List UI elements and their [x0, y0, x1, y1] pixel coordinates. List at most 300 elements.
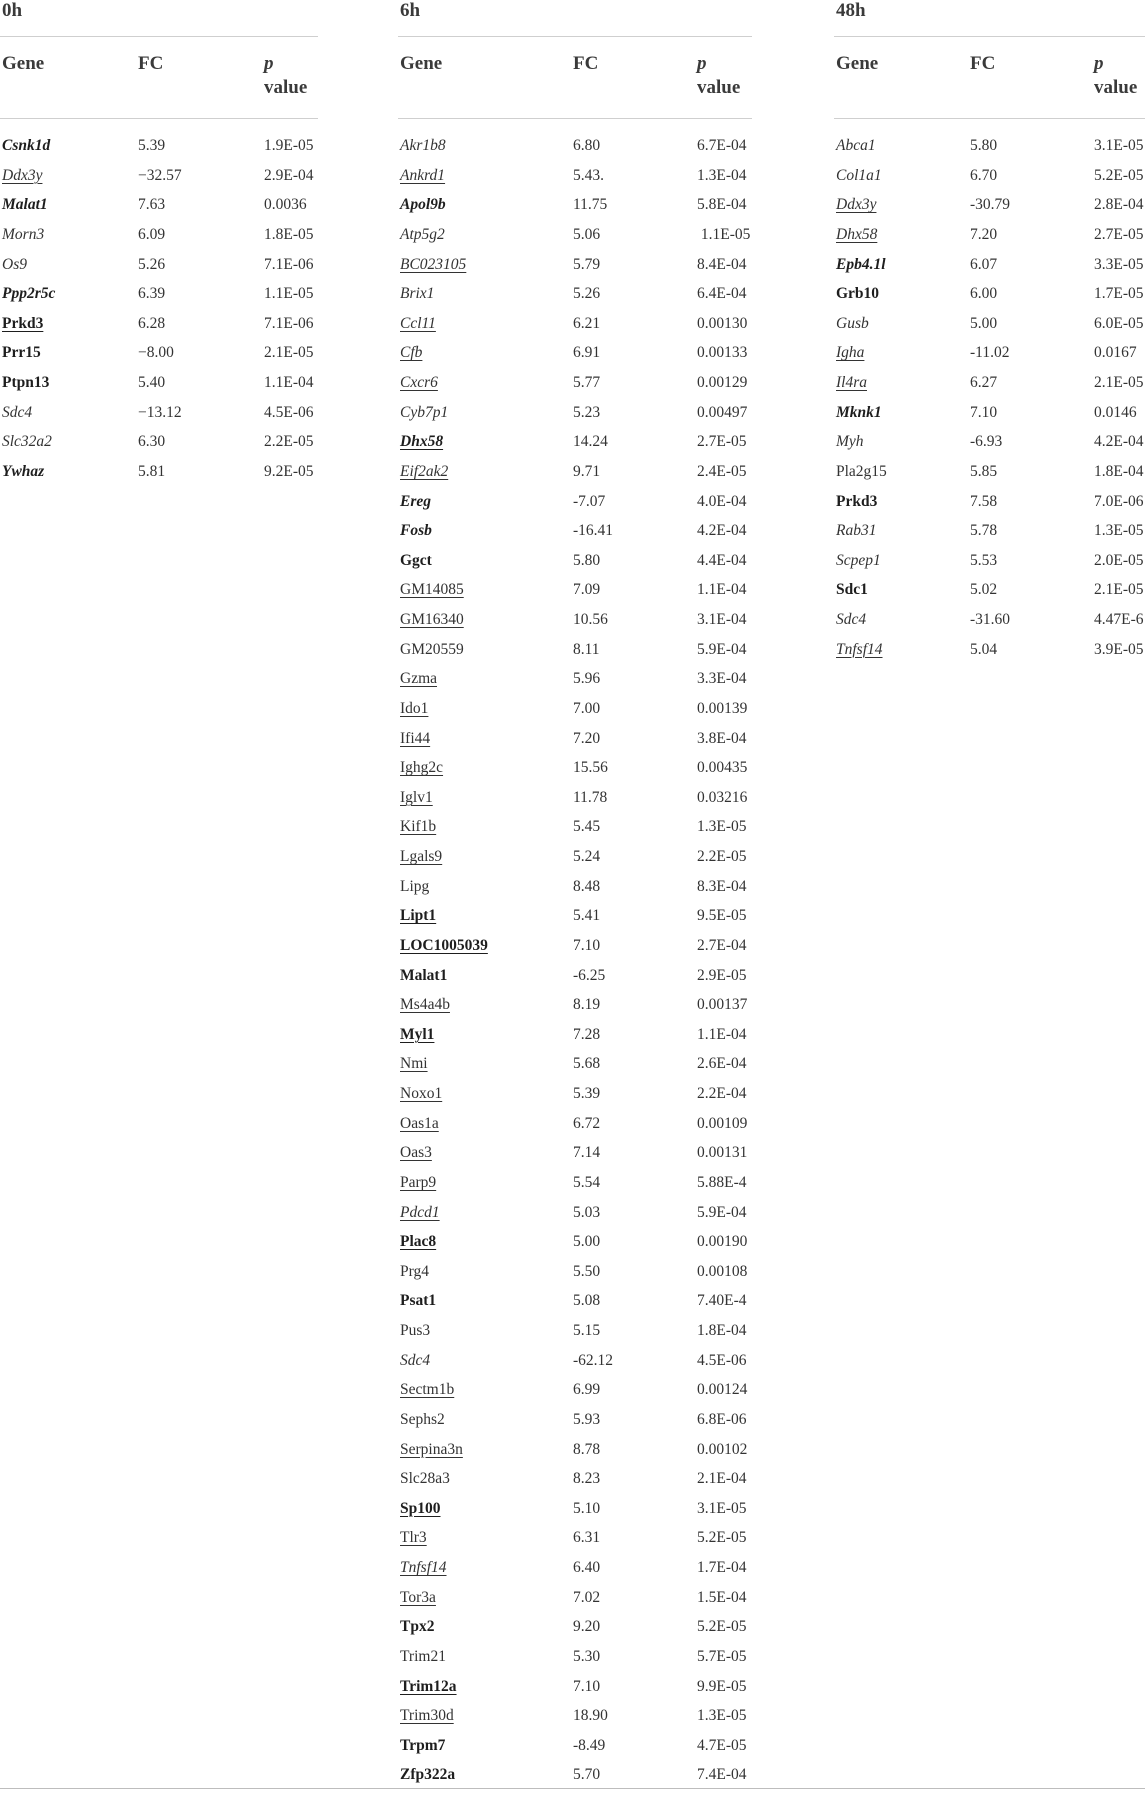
p-value-cell: 1.8E-04 [1094, 462, 1144, 480]
table-row [398, 786, 752, 816]
gene-cell: Abca1 [836, 137, 876, 154]
p-value-cell: 4.47E-6 [1094, 611, 1144, 628]
gene-cell: Myh [836, 433, 864, 451]
fc-cell: 5.23 [573, 403, 601, 421]
fc-cell: 5.50 [573, 1262, 601, 1280]
p-value-cell: 4.4E-04 [697, 551, 747, 569]
table-row [0, 164, 318, 194]
table-row [398, 1141, 752, 1171]
fc-cell: 5.00 [573, 1233, 601, 1251]
p-value-cell: 1.3E-05 [1094, 522, 1144, 540]
table-row [398, 1171, 752, 1201]
p-value-cell: 3.1E-05 [1094, 137, 1144, 154]
fc-cell: 7.10 [970, 403, 998, 421]
p-value-cell: 6.4E-04 [697, 285, 747, 303]
gene-cell: Pus3 [400, 1322, 431, 1339]
gene-cell: Noxo1 [400, 1085, 443, 1102]
table-row [398, 1615, 752, 1645]
fc-cell: 5.53 [970, 551, 998, 569]
gene-cell: Ptpn13 [2, 374, 50, 391]
gene-cell: Trim21 [400, 1647, 446, 1665]
p-value-cell: 6.8E-06 [697, 1410, 747, 1428]
table-row [398, 1023, 752, 1053]
p-value-cell: 7.1E-06 [264, 255, 314, 273]
fc-cell: −32.57 [138, 166, 182, 184]
fc-cell: 5.03 [573, 1203, 601, 1221]
col-header-value: value [1094, 77, 1138, 98]
fc-cell: 7.58 [970, 492, 998, 510]
header-bottom-rule [0, 118, 318, 119]
gene-cell: Ywhaz [2, 462, 45, 480]
gene-cell: Ankrd1 [400, 166, 446, 184]
fc-cell: 8.48 [573, 877, 601, 895]
fc-cell: −8.00 [138, 344, 174, 362]
table-row [0, 282, 318, 312]
gene-cell: Sectm1b [400, 1381, 455, 1399]
gene-cell: Trpm7 [400, 1736, 446, 1754]
table-row [398, 1052, 752, 1082]
fc-cell: 18.90 [573, 1707, 608, 1725]
gene-cell: Slc32a2 [2, 433, 52, 451]
p-value-cell: 9.9E-05 [697, 1677, 747, 1695]
fc-cell: 5.39 [138, 137, 166, 154]
p-value-cell: 0.00190 [697, 1233, 748, 1251]
header-top-rule [398, 36, 752, 37]
p-value-cell: 6.7E-04 [697, 137, 747, 154]
table-row [834, 312, 1145, 342]
p-value-cell: 1.1E-05 [264, 285, 314, 303]
p-value-cell: 1.7E-04 [697, 1559, 747, 1576]
table-row [834, 282, 1145, 312]
fc-cell: 5.39 [573, 1085, 601, 1102]
table-row [398, 1289, 752, 1319]
table-row [834, 401, 1145, 431]
fc-cell: 8.19 [573, 996, 601, 1014]
p-value-cell: 7.4E-04 [697, 1766, 747, 1784]
fc-cell: 5.24 [573, 848, 601, 865]
col-header-gene: Gene [400, 53, 443, 74]
table-row [398, 164, 752, 194]
gene-cell: Rab31 [836, 522, 877, 540]
gene-cell: Eif2ak2 [400, 462, 449, 480]
table-row [398, 845, 752, 875]
fc-cell: 5.02 [970, 581, 998, 599]
p-value-cell: 0.03216 [697, 788, 748, 806]
gene-cell: Scpep1 [836, 551, 881, 569]
p-value-cell: 2.2E-05 [697, 848, 747, 865]
table-row [398, 401, 752, 431]
fc-cell: 6.91 [573, 344, 601, 362]
fc-cell: 6.09 [138, 225, 166, 243]
gene-cell: Cxcr6 [400, 374, 438, 391]
fc-cell: 5.41 [573, 907, 601, 925]
gene-cell: Tlr3 [400, 1529, 427, 1547]
gene-cell: Apol9b [400, 196, 446, 214]
table-row [398, 815, 752, 845]
gene-cell: Tnfsf14 [836, 640, 883, 658]
gene-cell: Iglv1 [400, 788, 433, 806]
table-row [834, 490, 1145, 520]
gene-cell: Sdc4 [2, 403, 33, 421]
table-row [834, 164, 1145, 194]
col-header-value: value [264, 77, 308, 98]
p-value-cell: 2.7E-05 [1094, 225, 1144, 243]
gene-cell: Malat1 [400, 966, 448, 984]
p-value-cell: 5.8E-04 [697, 196, 747, 214]
fc-cell: 5.40 [138, 374, 166, 391]
col-header-fc: FC [970, 53, 996, 74]
p-value-cell: 1.8E-04 [697, 1322, 747, 1339]
p-value-cell: 1.7E-05 [1094, 285, 1144, 303]
fc-cell: 10.56 [573, 611, 608, 628]
gene-cell: Brix1 [400, 285, 435, 303]
table-row [834, 134, 1145, 164]
fc-cell: 8.23 [573, 1470, 601, 1488]
rows-0h [0, 134, 318, 490]
table-row [398, 904, 752, 934]
fc-cell: 11.75 [573, 196, 608, 214]
p-value-cell: 1.1E-05 [697, 225, 751, 243]
p-value-cell: 1.9E-05 [264, 137, 314, 154]
fc-cell: 5.26 [573, 285, 601, 303]
gene-cell: Pdcd1 [400, 1203, 440, 1221]
fc-cell: 7.20 [573, 729, 601, 747]
table-row [0, 341, 318, 371]
table-row [398, 1586, 752, 1616]
fc-cell: 6.21 [573, 314, 601, 332]
table-row [398, 134, 752, 164]
p-value-cell: 3.3E-04 [697, 670, 747, 688]
p-value-cell: 0.00124 [697, 1381, 748, 1399]
p-value-cell: 7.1E-06 [264, 314, 314, 332]
p-value-cell: 2.9E-05 [697, 966, 747, 984]
gene-cell: Epb4.1l [836, 255, 886, 273]
p-value-cell: 0.00108 [697, 1262, 748, 1280]
gene-cell: Nmi [400, 1055, 428, 1073]
gene-cell: Atp5g2 [400, 225, 445, 243]
p-value-cell: 9.2E-05 [264, 462, 314, 480]
table-row [834, 341, 1145, 371]
gene-cell: Il4ra [836, 374, 867, 391]
table-row [398, 1230, 752, 1260]
gene-cell: Tpx2 [400, 1618, 435, 1636]
table-row [398, 638, 752, 668]
col-header-gene: Gene [836, 53, 879, 74]
table-row [834, 549, 1145, 579]
p-value-cell: 4.2E-04 [1094, 433, 1144, 451]
p-value-cell: 5.9E-04 [697, 1203, 747, 1221]
gene-cell: Sdc4 [400, 1351, 431, 1369]
gene-cell: Trim12a [400, 1677, 457, 1695]
gene-cell: Kif1b [400, 818, 437, 836]
p-value-cell: 7.40E-4 [697, 1292, 747, 1310]
table-row [834, 519, 1145, 549]
table-row [398, 1112, 752, 1142]
gene-cell: Sdc4 [836, 611, 867, 628]
table-row [398, 1645, 752, 1675]
fc-cell: 14.24 [573, 433, 608, 451]
fc-cell: 5.15 [573, 1322, 601, 1339]
table-row [398, 993, 752, 1023]
p-value-cell: 4.5E-06 [697, 1351, 747, 1369]
rows-6h [398, 134, 752, 1793]
gene-cell: Ccl11 [400, 314, 436, 332]
p-value-cell: 3.1E-04 [697, 611, 747, 628]
table-row [398, 312, 752, 342]
gene-cell: Ido1 [400, 699, 429, 717]
table-row [398, 1378, 752, 1408]
section-title: 0h [2, 0, 23, 21]
p-value-cell: 1.8E-05 [264, 225, 314, 243]
fc-cell: 5.04 [970, 640, 998, 658]
gene-cell: Lipg [400, 877, 430, 895]
fc-cell: 8.11 [573, 640, 600, 658]
fc-cell: 5.93 [573, 1410, 601, 1428]
fc-cell: 5.77 [573, 374, 601, 391]
col-header-p-value [264, 52, 307, 100]
table-row [834, 193, 1145, 223]
gene-cell: Pla2g15 [836, 462, 887, 480]
gene-cell: Cfb [400, 344, 423, 362]
gene-cell: Ddx3y [836, 196, 877, 214]
gene-cell: Csnk1d [2, 137, 51, 154]
table-row [398, 1082, 752, 1112]
gene-cell: Slc28a3 [400, 1470, 450, 1488]
col-header-p: p [264, 53, 274, 74]
table-row [398, 1438, 752, 1468]
table-row [834, 608, 1145, 638]
table-row [398, 371, 752, 401]
fc-cell: -6.25 [573, 966, 606, 984]
gene-cell: Fosb [400, 522, 432, 540]
fc-cell: -30.79 [970, 196, 1011, 214]
table-row [834, 430, 1145, 460]
table-row [398, 460, 752, 490]
table-row [398, 727, 752, 757]
fc-cell: 5.78 [970, 522, 998, 540]
fc-cell: 5.68 [573, 1055, 601, 1073]
table-row [398, 341, 752, 371]
p-value-cell: 2.2E-05 [264, 433, 314, 451]
p-value-cell: 3.1E-05 [697, 1499, 747, 1517]
fc-cell: 5.96 [573, 670, 601, 688]
p-value-cell: 6.0E-05 [1094, 314, 1144, 332]
p-value-cell: 0.0167 [1094, 344, 1137, 362]
p-value-cell: 2.6E-04 [697, 1055, 747, 1073]
table-row [0, 223, 318, 253]
col-header-p: p [697, 53, 707, 74]
fc-cell: 6.00 [970, 285, 998, 303]
p-value-cell: 5.9E-04 [697, 640, 747, 658]
fc-cell: 5.26 [138, 255, 166, 273]
fc-cell: -11.02 [970, 344, 1010, 362]
gene-cell: Ggct [400, 551, 432, 569]
gene-cell: Plac8 [400, 1233, 437, 1251]
table-row [398, 697, 752, 727]
fc-cell: 7.02 [573, 1588, 601, 1606]
table-row [398, 1201, 752, 1231]
fc-cell: 5.80 [970, 137, 998, 154]
p-value-cell: 5.2E-05 [697, 1618, 747, 1636]
gene-cell: Ddx3y [2, 166, 43, 184]
p-value-cell: 0.00435 [697, 759, 748, 777]
gene-cell: GM16340 [400, 611, 464, 628]
fc-cell: 15.56 [573, 759, 608, 777]
gene-cell: Ighg2c [400, 759, 444, 777]
gene-cell: Dhx58 [836, 225, 878, 243]
table-bottom-rule [0, 1788, 1145, 1789]
fc-cell: 7.14 [573, 1144, 601, 1162]
fc-cell: 5.00 [970, 314, 998, 332]
table-row [398, 282, 752, 312]
p-value-cell: 2.7E-04 [697, 936, 747, 954]
table-row [0, 371, 318, 401]
fc-cell: 7.63 [138, 196, 166, 214]
table-row [398, 253, 752, 283]
p-value-cell: 2.0E-05 [1094, 551, 1144, 569]
p-value-cell: 2.7E-05 [697, 433, 747, 451]
fc-cell: 5.85 [970, 462, 998, 480]
gene-cell: Prkd3 [2, 314, 44, 332]
p-value-cell: 2.1E-05 [1094, 374, 1144, 391]
fc-cell: 7.09 [573, 581, 601, 599]
gene-cell: Ms4a4b [400, 996, 450, 1014]
table-row [398, 1556, 752, 1586]
fc-cell: 5.10 [573, 1499, 601, 1517]
fc-cell: 5.70 [573, 1766, 601, 1784]
gene-cell: Prkd3 [836, 492, 878, 510]
gene-cell: Cyb7p1 [400, 403, 449, 421]
table-row [398, 223, 752, 253]
fc-cell: 9.20 [573, 1618, 601, 1636]
table-row [834, 371, 1145, 401]
gene-cell: Os9 [2, 255, 27, 273]
p-value-cell: 3.9E-05 [1094, 640, 1144, 658]
gene-cell: BC023105 [400, 255, 467, 273]
gene-cell: Igha [836, 344, 865, 362]
p-value-cell: 3.8E-04 [697, 729, 747, 747]
table-row [0, 312, 318, 342]
fc-cell: -62.12 [573, 1351, 614, 1369]
table-row [0, 253, 318, 283]
fc-cell: 6.70 [970, 166, 998, 184]
table-row [834, 578, 1145, 608]
p-value-cell: 0.00131 [697, 1144, 748, 1162]
fc-cell: 6.72 [573, 1114, 601, 1132]
p-value-cell: 4.0E-04 [697, 492, 747, 510]
p-value-cell: 0.00139 [697, 699, 748, 717]
fc-cell: 7.20 [970, 225, 998, 243]
fc-cell: 6.28 [138, 314, 166, 332]
fc-cell: -31.60 [970, 611, 1011, 628]
gene-cell: GM20559 [400, 640, 464, 658]
col-header-value: value [697, 77, 741, 98]
col-header-p: p [1094, 53, 1104, 74]
table-row [398, 1497, 752, 1527]
col-header-gene: Gene [2, 53, 45, 74]
gene-cell: Tor3a [400, 1588, 436, 1606]
gene-cell: Lgals9 [400, 848, 443, 865]
p-value-cell: 9.5E-05 [697, 907, 747, 925]
p-value-cell: 2.9E-04 [264, 166, 314, 184]
fc-cell: 11.78 [573, 788, 608, 806]
p-value-cell: 0.00137 [697, 996, 748, 1014]
table-row [398, 430, 752, 460]
p-value-cell: 2.2E-04 [697, 1085, 747, 1102]
p-value-cell: 0.00102 [697, 1440, 748, 1458]
gene-cell: Gusb [836, 314, 869, 332]
fc-cell: 7.00 [573, 699, 601, 717]
p-value-cell: 4.2E-04 [697, 522, 747, 540]
table-row [834, 253, 1145, 283]
fc-cell: 6.80 [573, 137, 601, 154]
fc-cell: 7.10 [573, 936, 601, 954]
gene-cell: Mknk1 [836, 403, 882, 421]
p-value-cell: 3.3E-05 [1094, 255, 1144, 273]
rows-48h [834, 134, 1145, 667]
fc-cell: 6.30 [138, 433, 166, 451]
p-value-cell: 0.00109 [697, 1114, 748, 1132]
p-value-cell: 1.1E-04 [697, 1025, 747, 1043]
header-bottom-rule [398, 118, 752, 119]
p-value-cell: 8.4E-04 [697, 255, 747, 273]
table-row [398, 193, 752, 223]
p-value-cell: 1.3E-05 [697, 818, 747, 836]
table-row [398, 1319, 752, 1349]
gene-cell: Malat1 [2, 196, 48, 214]
table-row [398, 964, 752, 994]
fc-cell: 6.40 [573, 1559, 601, 1576]
p-value-cell: 1.3E-04 [697, 166, 747, 184]
table-row [398, 490, 752, 520]
gene-cell: Parp9 [400, 1173, 437, 1191]
p-value-cell: 1.5E-04 [697, 1588, 747, 1606]
p-value-cell: 8.3E-04 [697, 877, 747, 895]
fc-cell: 5.45 [573, 818, 601, 836]
gene-cell: Sp100 [400, 1499, 441, 1517]
table-row [834, 223, 1145, 253]
table-row [0, 460, 318, 490]
gene-cell: Dhx58 [400, 433, 444, 451]
table-row [0, 430, 318, 460]
p-value-cell: 7.0E-06 [1094, 492, 1144, 510]
p-value-cell: 5.2E-05 [697, 1529, 747, 1547]
table-row [0, 134, 318, 164]
fc-cell: 5.08 [573, 1292, 601, 1310]
table-row [398, 1408, 752, 1438]
section-title: 48h [836, 0, 866, 21]
gene-cell: GM14085 [400, 581, 464, 599]
gene-cell: Sdc1 [836, 581, 868, 599]
gene-cell: LOC1005039 [400, 936, 488, 954]
fc-cell: −13.12 [138, 403, 182, 421]
table-row [398, 549, 752, 579]
table-row [398, 1349, 752, 1379]
fc-cell: 6.99 [573, 1381, 601, 1399]
table-row [398, 756, 752, 786]
gene-cell: Gzma [400, 670, 438, 688]
gene-cell: Prg4 [400, 1262, 430, 1280]
table-row [398, 934, 752, 964]
p-value-cell: 1.3E-05 [697, 1707, 747, 1725]
gene-cell: Psat1 [400, 1292, 437, 1310]
p-value-cell: 4.7E-05 [697, 1736, 747, 1754]
gene-cell: Ppp2r5c [2, 285, 56, 303]
p-value-cell: 5.2E-05 [1094, 166, 1144, 184]
p-value-cell: 0.00133 [697, 344, 748, 362]
header-top-rule [0, 36, 318, 37]
header-top-rule [834, 36, 1145, 37]
